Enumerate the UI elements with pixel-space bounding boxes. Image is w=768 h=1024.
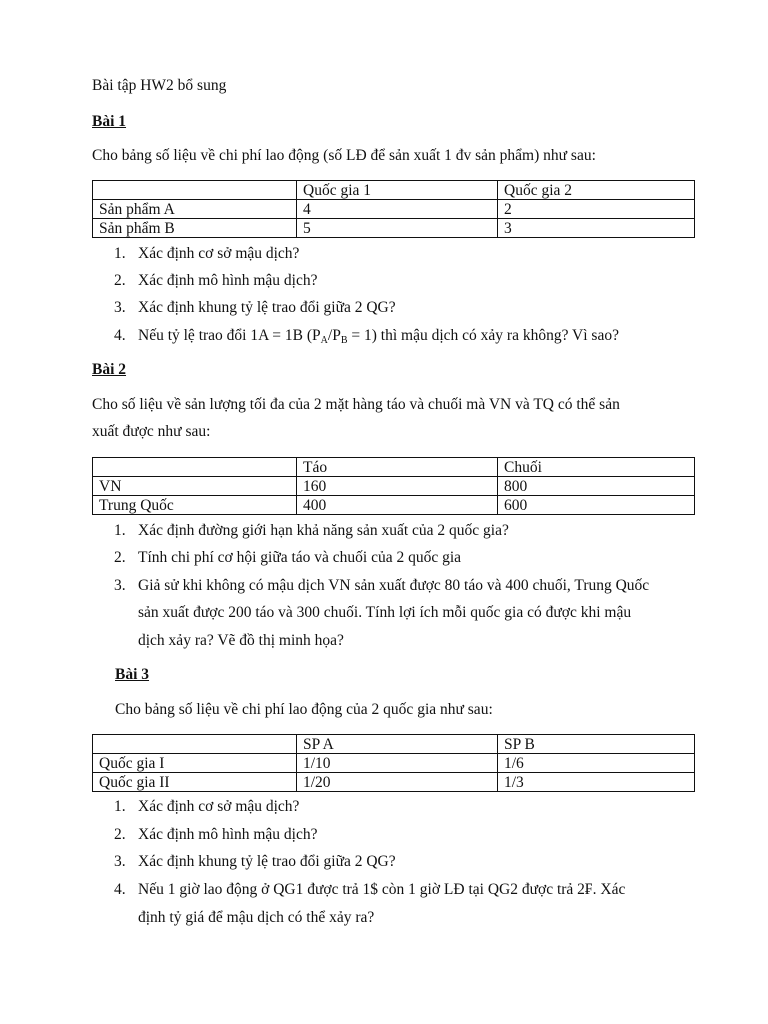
table-row (93, 773, 695, 792)
table-header-row (93, 181, 695, 200)
bai2-question-1 (114, 521, 509, 541)
bai1-question-1 (114, 244, 299, 264)
list-number: 3. (114, 299, 126, 316)
question-text: Xác định khung tỷ lệ trao đổi giữa 2 QG? (138, 853, 396, 870)
table-header-row (93, 735, 695, 754)
table-row (93, 754, 695, 773)
bai3-heading: Bài 3 (115, 666, 150, 683)
bai2-question-3 (114, 576, 649, 596)
table-cell: 1/6 (498, 754, 695, 773)
table-cell: Sản phẩm A (93, 200, 297, 219)
bai1-intro: Cho bảng số liệu về chi phí lao động (số LĐ để sản xuất 1 đv sản phẩm) như sau: (92, 147, 596, 164)
question-text: Xác định khung tỷ lệ trao đổi giữa 2 QG? (138, 299, 396, 316)
table-cell (93, 735, 297, 754)
list-number: 2. (114, 272, 126, 289)
bai3-question-2 (114, 825, 318, 845)
table-cell: 800 (498, 477, 695, 496)
table-cell: 1/10 (297, 754, 498, 773)
bai3-question-4-line2: định tỷ giá để mậu dịch có thể xảy ra? (138, 909, 375, 926)
table-header-cell: Chuối (498, 458, 695, 477)
list-number: 1. (114, 522, 126, 539)
bai3-question-3 (114, 852, 396, 872)
question-text: Xác định đường giới hạn khả năng sản xuất của 2 quốc gia? (138, 522, 509, 539)
list-number: 4. (114, 327, 126, 344)
table-cell: 5 (297, 219, 498, 238)
question-text: Tính chi phí cơ hội giữa táo và chuối của 2 quốc gia (138, 549, 462, 566)
bai2-table (92, 457, 695, 515)
bai3-question-1 (114, 797, 299, 817)
bai2-question-3-line3: dịch xảy ra? Vẽ đồ thị minh họa? (138, 632, 344, 649)
bai1-question-4 (114, 326, 619, 346)
table-row (93, 496, 695, 515)
table-cell: 3 (498, 219, 695, 238)
bai1-heading: Bài 1 (92, 113, 127, 130)
question-text: Xác định cơ sở mậu dịch? (138, 245, 300, 262)
table-cell: Sản phẩm B (93, 219, 297, 238)
question-text-part: Nếu tỷ lệ trao đổi 1A = 1B (P (138, 327, 321, 344)
question-text: Xác định cơ sở mậu dịch? (138, 798, 300, 815)
question-text-part: /P (327, 327, 341, 344)
bai3-intro: Cho bảng số liệu về chi phí lao động của 2 quốc gia như sau: (115, 701, 493, 718)
table-cell: Trung Quốc (93, 496, 297, 515)
list-number: 1. (114, 245, 126, 262)
table-cell (93, 181, 297, 200)
table-cell: 160 (297, 477, 498, 496)
question-text (138, 327, 619, 344)
table-cell: 1/20 (297, 773, 498, 792)
table-header-cell: SP A (297, 735, 498, 754)
bai1-question-2 (114, 271, 318, 291)
document-title: Bài tập HW2 bổ sung (92, 77, 227, 94)
table-header-cell: Táo (297, 458, 498, 477)
bai1-question-3 (114, 298, 396, 318)
list-number: 1. (114, 798, 126, 815)
table-header-cell: Quốc gia 2 (498, 181, 695, 200)
question-text: Xác định mô hình mậu dịch? (138, 826, 318, 843)
table-cell: 400 (297, 496, 498, 515)
table-cell (93, 458, 297, 477)
question-text: Xác định mô hình mậu dịch? (138, 272, 318, 289)
bai2-question-3-line2: sản xuất được 200 táo và 300 chuối. Tính lợi ích mỗi quốc gia có được khi mậu (138, 604, 632, 621)
question-text: Giả sử khi không có mậu dịch VN sản xuất được 80 táo và 400 chuối, Trung Quốc (138, 577, 650, 594)
table-cell: 4 (297, 200, 498, 219)
question-text: Nếu 1 giờ lao động ở QG1 được trả 1$ còn 1 giờ LĐ tại QG2 được trả 2₣. Xác (138, 881, 626, 898)
subscript: B (340, 335, 348, 346)
list-number: 2. (114, 549, 126, 566)
list-number: 3. (114, 577, 126, 594)
question-text-part: = 1) thì mậu dịch có xảy ra không? Vì sao? (347, 327, 619, 344)
bai2-heading: Bài 2 (92, 361, 127, 378)
bai2-question-2 (114, 548, 461, 568)
list-number: 4. (114, 881, 126, 898)
table-cell: Quốc gia II (93, 773, 297, 792)
table-cell: VN (93, 477, 297, 496)
bai3-question-4 (114, 880, 625, 900)
table-cell: Quốc gia I (93, 754, 297, 773)
list-number: 3. (114, 853, 126, 870)
table-cell: 1/3 (498, 773, 695, 792)
table-header-cell: SP B (498, 735, 695, 754)
table-cell: 2 (498, 200, 695, 219)
table-cell: 600 (498, 496, 695, 515)
bai3-table (92, 734, 695, 792)
table-row (93, 219, 695, 238)
bai2-intro-line2: xuất được như sau: (92, 423, 211, 440)
bai1-table (92, 180, 695, 238)
subscript: A (320, 335, 328, 346)
bai2-intro-line1: Cho số liệu về sản lượng tối đa của 2 mặt hàng táo và chuối mà VN và TQ có thể sản (92, 396, 620, 413)
table-header-row (93, 458, 695, 477)
list-number: 2. (114, 826, 126, 843)
table-header-cell: Quốc gia 1 (297, 181, 498, 200)
table-row (93, 200, 695, 219)
table-row (93, 477, 695, 496)
